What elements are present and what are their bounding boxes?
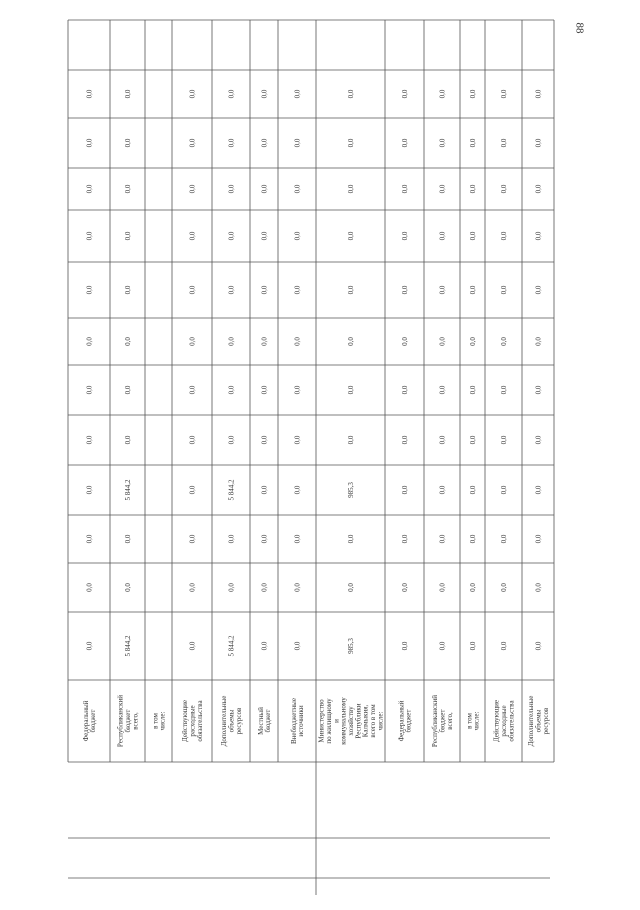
value-cell: 0,0 — [499, 285, 508, 295]
value-cell: 0,0 — [438, 337, 447, 346]
value-cell: 0,0 — [260, 435, 269, 445]
value-cell: 0,0 — [468, 534, 477, 544]
value-cell: 0,0 — [438, 285, 447, 295]
value-cell: 0,0 — [400, 231, 409, 241]
value-cell: 0,0 — [293, 641, 302, 651]
value-cell: 0,0 — [468, 583, 477, 592]
value-cell: 0,0 — [188, 485, 197, 495]
value-cell: 0,0 — [534, 435, 543, 445]
value-cell: 5 844,2 — [123, 479, 132, 501]
row-label: Федеральныйбюджет — [397, 700, 413, 742]
row-label: Действующиерасходныеобязательства — [492, 700, 516, 742]
value-cell: 0,0 — [534, 337, 543, 346]
value-cell: 0,0 — [293, 337, 302, 346]
value-cell: 0,0 — [499, 534, 508, 544]
value-cell: 0,0 — [227, 583, 236, 592]
value-cell: 0,0 — [400, 337, 409, 346]
row-label: Дополнительныеобъемыресурсов — [527, 695, 550, 747]
value-cell: 0,0 — [188, 534, 197, 544]
row-label: Действующиерасходныеобязательства — [181, 700, 204, 742]
value-cell: 0,0 — [85, 435, 94, 445]
value-cell: 0,0 — [438, 534, 447, 544]
value-cell: 0,0 — [188, 285, 197, 295]
value-cell: 0,0 — [227, 138, 236, 148]
value-cell: 0,0 — [293, 184, 302, 194]
value-cell: 0,0 — [346, 285, 355, 295]
value-cell: 0,0 — [227, 385, 236, 395]
value-cell: 0,0 — [293, 285, 302, 295]
value-cell: 0,0 — [400, 89, 409, 99]
value-cell: 0,0 — [123, 534, 132, 544]
value-cell: 0,0 — [227, 285, 236, 295]
value-cell: 0,0 — [499, 583, 508, 592]
value-cell: 0,0 — [534, 184, 543, 194]
value-cell: 0,0 — [468, 385, 477, 395]
value-cell: 0,0 — [499, 89, 508, 99]
page-number: 88 — [573, 22, 586, 34]
value-cell: 0,0 — [346, 231, 355, 241]
value-cell: 0,0 — [346, 534, 355, 544]
value-cell: 0,0 — [468, 337, 477, 346]
row-label: Внебюджетныеисточники — [289, 698, 306, 744]
value-cell: 0,0 — [400, 285, 409, 295]
value-cell: 0,0 — [534, 231, 543, 241]
value-cell: 0,0 — [438, 184, 447, 194]
value-cell: 0,0 — [85, 485, 94, 495]
value-cell: 0,0 — [123, 184, 132, 194]
value-cell: 0,0 — [468, 285, 477, 295]
value-cell: 0,0 — [293, 385, 302, 395]
value-cell: 0,0 — [188, 184, 197, 194]
row-label: Местныйбюджет — [256, 707, 273, 735]
value-cell: 0,0 — [468, 184, 477, 194]
value-cell: 0,0 — [534, 89, 543, 99]
value-cell: 0,0 — [438, 138, 447, 148]
value-cell: 0,0 — [227, 435, 236, 445]
value-cell: 0,0 — [188, 89, 197, 99]
value-cell: 0,0 — [85, 337, 94, 346]
value-cell: 0,0 — [438, 231, 447, 241]
value-cell: 0,0 — [123, 89, 132, 99]
value-cell: 0,0 — [400, 138, 409, 148]
value-cell: 0,0 — [400, 385, 409, 395]
value-cell: 0,0 — [260, 534, 269, 544]
value-cell: 985,3 — [346, 482, 355, 498]
value-cell: 0,0 — [123, 435, 132, 445]
value-cell: 0,0 — [227, 89, 236, 99]
value-cell: 0,0 — [260, 231, 269, 241]
value-cell: 0,0 — [534, 485, 543, 495]
value-cell: 0,0 — [293, 435, 302, 445]
value-cell: 0,0 — [346, 385, 355, 395]
value-cell: 0,0 — [468, 641, 477, 651]
value-cell: 0,0 — [346, 435, 355, 445]
value-cell: 0,0 — [227, 534, 236, 544]
value-cell: 0,0 — [227, 337, 236, 346]
value-cell: 0,0 — [123, 138, 132, 148]
row-label: Дополнительныеобъемыресурсов — [220, 695, 243, 747]
value-cell: 0,0 — [123, 583, 132, 592]
value-cell: 0,0 — [85, 89, 94, 99]
value-cell: 0,0 — [188, 583, 197, 592]
value-cell: 0,0 — [468, 89, 477, 99]
value-cell: 0,0 — [400, 485, 409, 495]
value-cell: 0,0 — [85, 138, 94, 148]
value-cell: 0,0 — [499, 138, 508, 148]
value-cell: 0,0 — [260, 641, 269, 651]
value-cell: 0,0 — [188, 138, 197, 148]
value-cell: 0,0 — [85, 385, 94, 395]
value-cell: 0,0 — [85, 184, 94, 194]
value-cell: 0,0 — [346, 89, 355, 99]
value-cell: 0,0 — [188, 435, 197, 445]
value-cell: 0,0 — [534, 534, 543, 544]
value-cell: 0,0 — [468, 138, 477, 148]
value-cell: 0,0 — [468, 485, 477, 495]
value-cell: 0,0 — [123, 231, 132, 241]
value-cell: 0,0 — [188, 231, 197, 241]
value-cell: 0,0 — [468, 435, 477, 445]
value-cell: 985,3 — [346, 638, 355, 654]
value-cell: 0,0 — [260, 285, 269, 295]
value-cell: 0,0 — [123, 337, 132, 346]
value-cell: 0,0 — [499, 231, 508, 241]
value-cell: 0,0 — [346, 583, 355, 592]
value-cell: 0,0 — [188, 337, 197, 346]
value-cell: 0,0 — [293, 138, 302, 148]
value-cell: 0,0 — [85, 534, 94, 544]
value-cell: 0,0 — [260, 89, 269, 99]
value-cell: 0,0 — [260, 337, 269, 346]
value-cell: 0,0 — [499, 385, 508, 395]
value-cell: 0,0 — [400, 641, 409, 651]
value-cell: 0,0 — [346, 138, 355, 148]
row-label: Республиканскийбюджетвсего, — [116, 694, 140, 748]
value-cell: 0,0 — [400, 184, 409, 194]
value-cell: 0,0 — [293, 583, 302, 592]
value-cell: 0,0 — [293, 534, 302, 544]
value-cell: 0,0 — [499, 641, 508, 651]
value-cell: 0,0 — [438, 641, 447, 651]
value-cell: 0,0 — [188, 641, 197, 651]
row-label: Федеральныйбюджет — [81, 700, 98, 742]
value-cell: 0,0 — [188, 385, 197, 395]
value-cell: 0,0 — [400, 583, 409, 592]
value-cell: 0,0 — [85, 231, 94, 241]
table-grid — [68, 20, 554, 895]
value-cell: 0,0 — [438, 583, 447, 592]
value-cell: 0,0 — [123, 285, 132, 295]
value-cell: 0,0 — [534, 641, 543, 651]
value-cell: 0,0 — [468, 231, 477, 241]
value-cell: 0,0 — [499, 435, 508, 445]
value-cell: 0,0 — [227, 231, 236, 241]
row-label: Республиканскийбюджетвсего, — [431, 694, 454, 748]
value-cell: 0,0 — [85, 285, 94, 295]
value-cell: 0,0 — [400, 534, 409, 544]
value-cell: 0,0 — [293, 485, 302, 495]
value-cell: 5 844,2 — [227, 479, 236, 501]
value-cell: 0,0 — [85, 641, 94, 651]
value-cell: 0,0 — [438, 385, 447, 395]
value-cell: 0,0 — [534, 385, 543, 395]
value-cell: 0,0 — [534, 583, 543, 592]
value-cell: 0,0 — [499, 337, 508, 346]
value-cell: 5 844,2 — [123, 635, 132, 657]
value-cell: 0,0 — [400, 435, 409, 445]
value-cell: 0,0 — [438, 89, 447, 99]
value-cell: 0,0 — [346, 337, 355, 346]
value-cell: 0,0 — [85, 583, 94, 592]
value-cell: 0,0 — [293, 89, 302, 99]
row-label: в томчисле: — [465, 711, 481, 731]
value-cell: 0,0 — [438, 435, 447, 445]
value-cell: 0,0 — [227, 184, 236, 194]
value-cell: 0,0 — [438, 485, 447, 495]
value-cell: 0,0 — [123, 385, 132, 395]
value-cell: 0,0 — [534, 138, 543, 148]
value-cell: 0,0 — [260, 184, 269, 194]
value-cell: 5 844,2 — [227, 635, 236, 657]
row-label: в томчисле: — [151, 711, 167, 731]
value-cell: 0,0 — [260, 583, 269, 592]
row-label: Министерствопо жилищномуикоммунальномухозяйствуРеспубликиКалмыкия,всего в томчисле: — [317, 697, 385, 745]
value-cell: 0,0 — [499, 184, 508, 194]
value-cell: 0,0 — [534, 285, 543, 295]
value-cell: 0,0 — [260, 485, 269, 495]
value-cell: 0,0 — [346, 184, 355, 194]
value-cell: 0,0 — [260, 385, 269, 395]
value-cell: 0,0 — [293, 231, 302, 241]
value-cell: 0,0 — [499, 485, 508, 495]
value-cell: 0,0 — [260, 138, 269, 148]
